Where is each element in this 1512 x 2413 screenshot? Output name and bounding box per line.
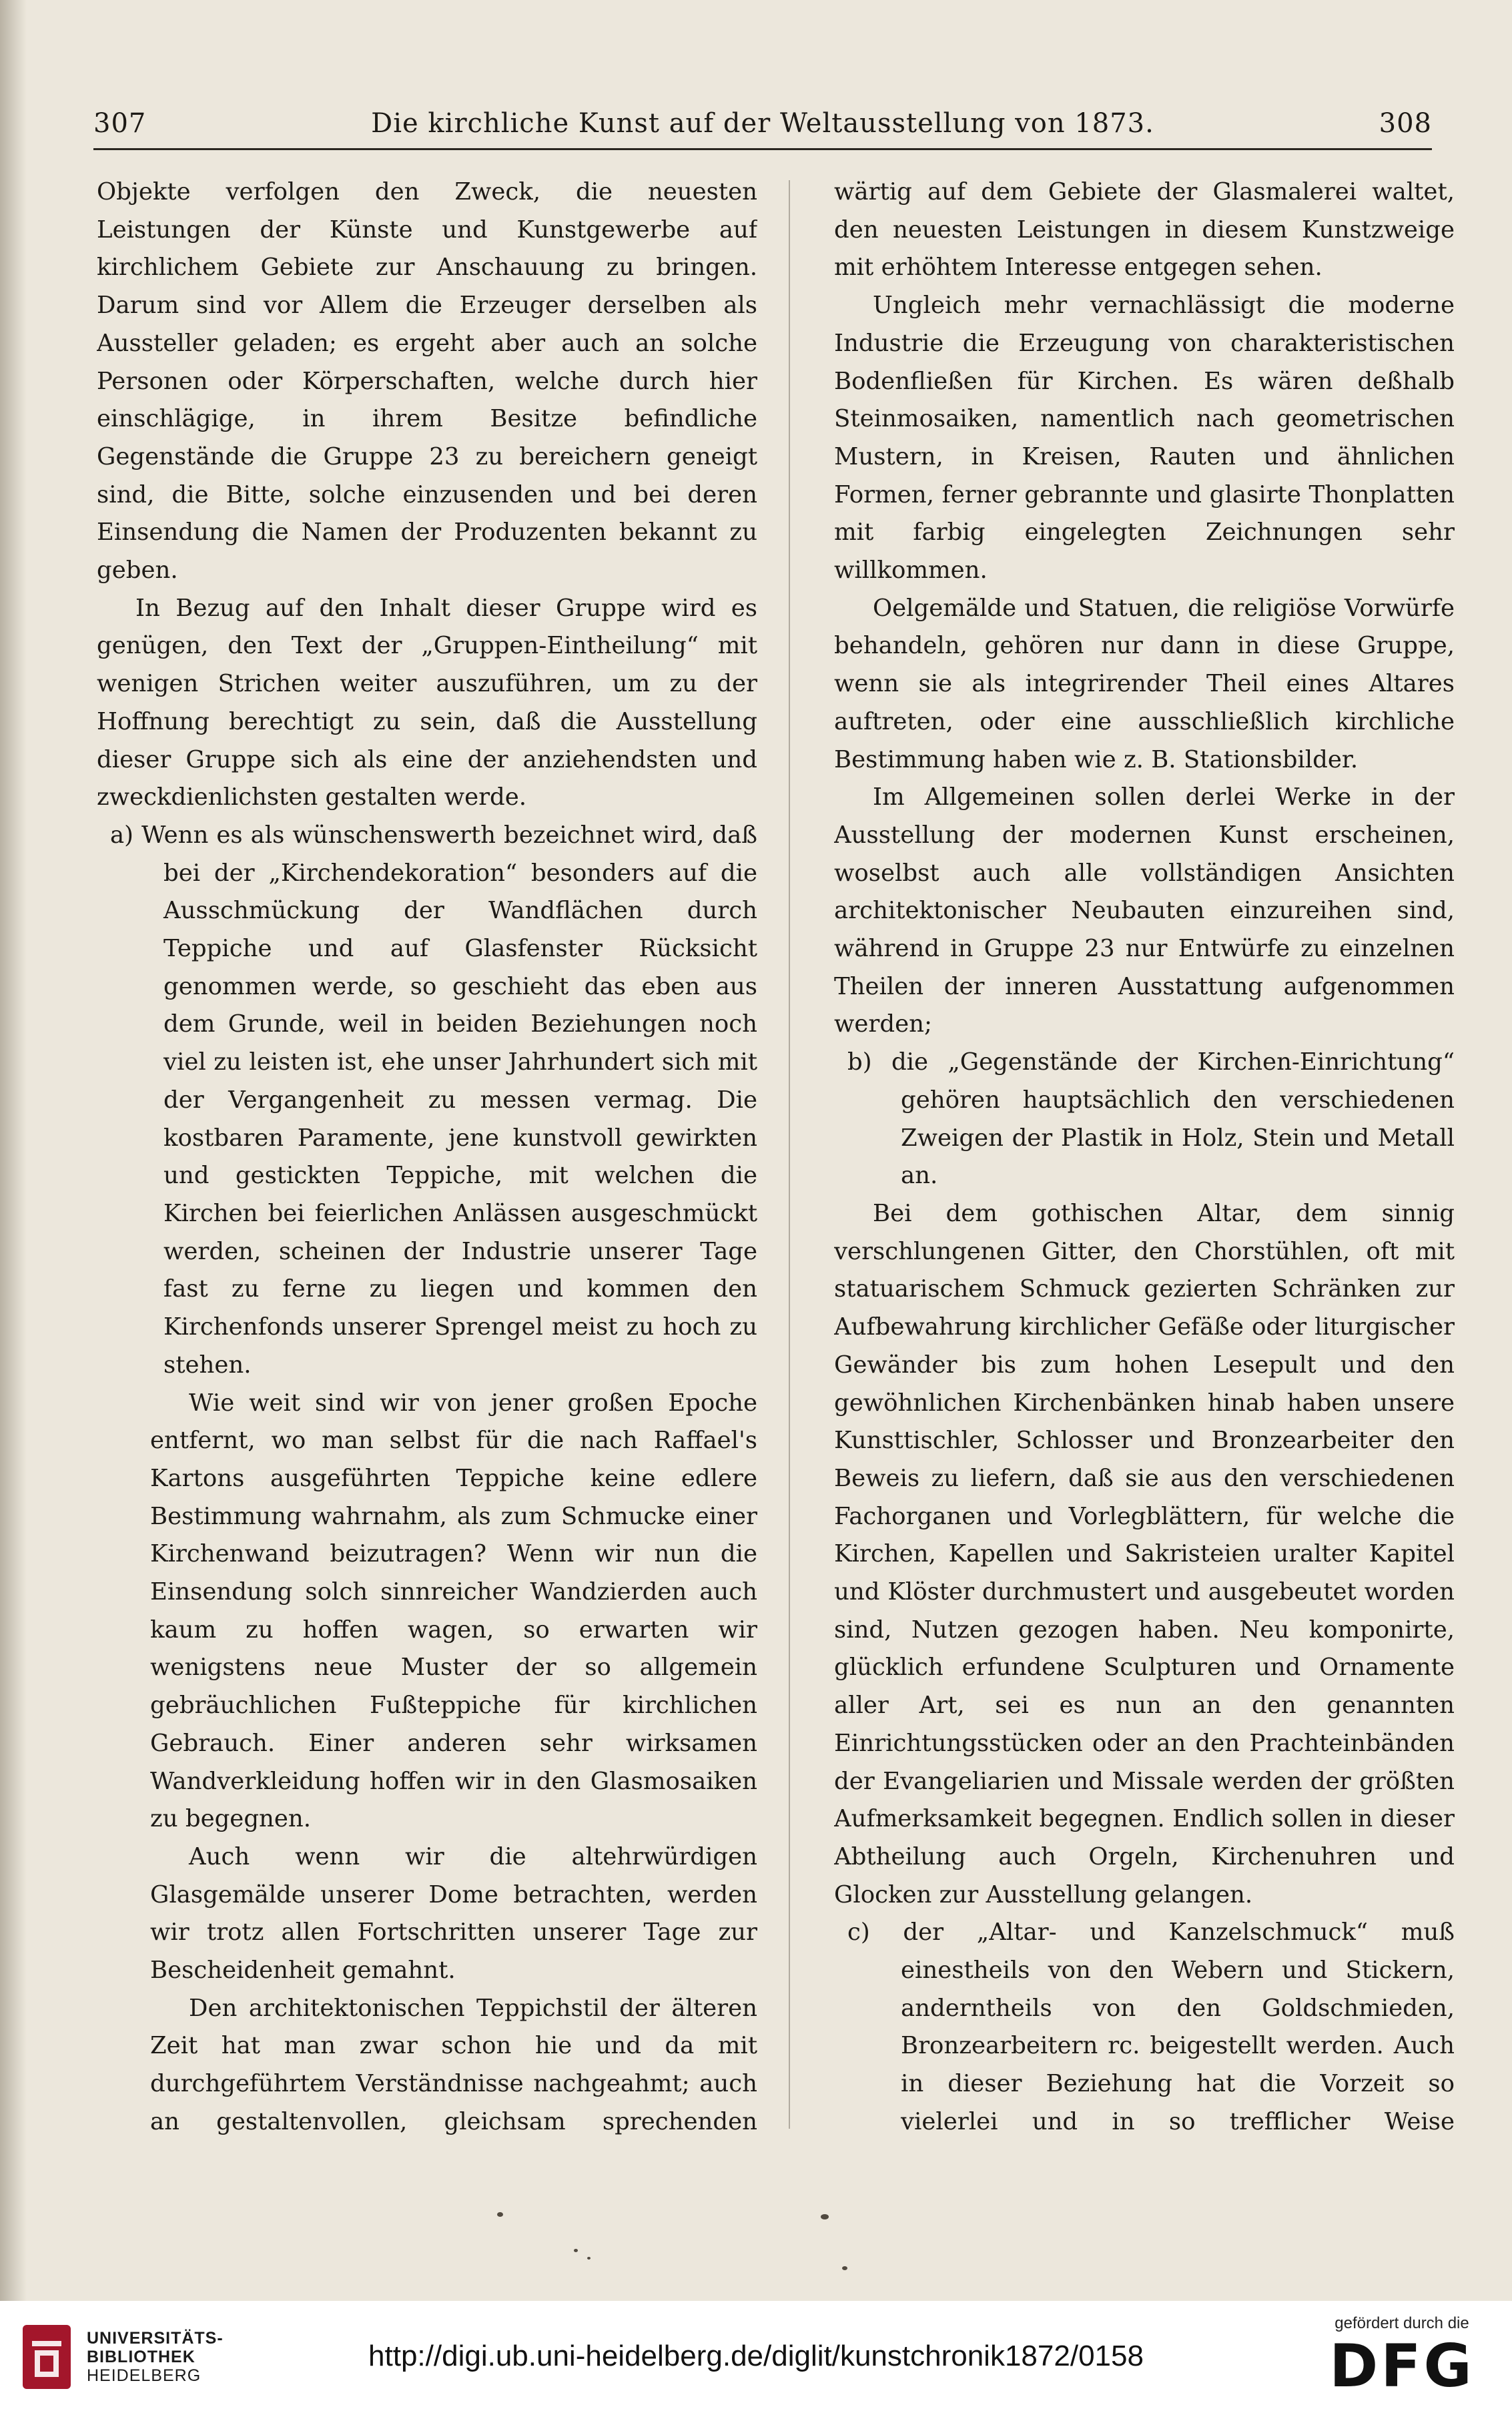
paragraph: Bei dem gothischen Altar, dem sinnig verschlungenen Gitter, den Chorstühlen, oft mit statuarischem Schmuck gezierten Schränken zur Aufbewahrung kirchlicher Gefäße oder liturgischer Gewänder bis zum hohen Lesepult und den gewöhnlichen Kirchenbänken hinab haben unsere Kunsttischler, Schlosser und Bronzearbeiter den Beweis zu liefern, daß sie aus den verschiedenen Fachorganen und Vorlegblättern, für welche die Kirchen, Kapellen und Sakristeien uralter Kapitel und Klöster durchmustert und ausgebeutet worden sind, Nutzen gezogen haben. Neu komponirte, glücklich erfundene Sculpturen und Ornamente aller Art, sei es nun an den genannten Einrichtungsstücken oder an den Prachteinbänden der Evangeliarien und Missale werden der größten Aufmerksamkeit begegnen. Endlich sollen in dieser Abtheilung auch Orgeln, Kirchenuhren und Glocken zur Ausstellung gelangen. — [834, 1199, 1455, 1909]
list-item-a: a) Wenn es als wünschenswerth bezeichnet wird, daß bei der „Kirchendekoration“ besonders auf die Ausschmückung der Wandflächen durch Teppiche und auf Glasfenster Rücksicht genommen werde, so geschieht das eben aus dem Grunde, weil in beiden Beziehungen noch viel zu leisten ist, ehe unser Jahrhundert sich mit der Vergangenheit zu messen vermag. Die kostbaren Paramente, jene kunstvoll gewirkten und gestickten Teppiche, mit welchen die Kirchen bei feierlichen Anlässen ausgeschmückt werden, scheinen der Industrie unserer Tage fast zu ferne zu liegen und kommen den Kirchenfonds unserer Sprengel meist zu hoch zu stehen. — [110, 821, 757, 1379]
paragraph: Objekte verfolgen den Zweck, die neuesten Leistungen der Künste und Kunstgewerbe auf kirchlichem Gebiete zur Anschauung zu bringen. Darum sind vor Allem die Erzeuger derselben als Aussteller geladen; es ergeht aber auch an solche Personen oder Körperschaften, welche durch hier einschlägige, in ihrem Besitze befindliche Gegenstände die Gruppe 23 zu bereichern geneigt sind, die Bitte, solche einzusenden und bei deren Einsendung die Namen der Produzenten bekannt zu geben. — [97, 178, 757, 585]
paragraph: Wie weit sind wir von jener großen Epoche entfernt, wo man selbst für die nach Raffael's Kartons ausgeführten Teppiche keine edlere Bestimmung wahrnahm, als zum Schmucke einer Kirchenwand beizutragen? Wenn wir nun die Einsendung solch sinnreicher Wandzierden auch kaum zu hoffen wagen, so erwarten wir wenigstens neue Muster der so allgemein gebräuchlichen Fußteppiche für kirchlichen Gebrauch. Einer anderen sehr wirksamen Wandverkleidung hoffen wir in den Glasmosaiken zu begegnen. — [150, 1389, 757, 1833]
binding-shadow — [0, 0, 27, 2301]
list-item-b: b) die „Gegenstände der Kirchen-Einrichtung“ gehören hauptsächlich den verschiedenen Zweigen der Plastik in Holz, Stein und Metall an. — [847, 1048, 1455, 1190]
right-column — [834, 174, 1455, 2135]
dfg-logo: DFG — [1329, 2332, 1475, 2400]
header-rule — [93, 148, 1432, 150]
right-page-number: 308 — [1379, 108, 1432, 139]
column-divider — [789, 180, 790, 2129]
paragraph: Im Allgemeinen sollen derlei Werke in der Ausstellung der modernen Kunst erscheinen, woselbst auch alle vollständigen Ansichten architektonischer Neubauten einzureihen sind, während in Gruppe 23 nur Entwürfe zu einzelnen Theilen der inneren Ausstattung aufgenommen werden; — [834, 783, 1455, 1038]
library-name: UNIVERSITÄTS- BIBLIOTHEK HEIDELBERG — [87, 2329, 224, 2385]
paragraph: Den architektonischen Teppichstil der älteren Zeit hat man zwar schon hie und da mit durchgeführtem Verständnisse nachgeahmt; auch an gestaltenvollen, gleichsam sprechenden — [150, 1994, 757, 2135]
paragraph: Auch wenn wir die altehrwürdigen Glasgemälde unserer Dome betrachten, werden wir trotz allen Fortschritten unserer Tage zur Bescheidenheit gemahnt. — [150, 1842, 757, 1985]
list-item-c: c) der „Altar- und Kanzelschmuck“ muß einestheils von den Webern und Stickern, anderntheils von den Goldschmieden, Bronzearbeitern rc. beigestellt werden. Auch in dieser Beziehung hat die Vorzeit so vielerlei und in so trefflicher Weise — [847, 1919, 1455, 2135]
source-url-link[interactable]: http://digi.ub.uni-heidelberg.de/diglit/kunstchronik1872/0158 — [368, 2340, 1144, 2372]
paragraph: wärtig auf dem Gebiete der Glasmalerei waltet, den neuesten Leistungen in diesem Kunstzweige mit erhöhtem Interesse entgegen sehen. — [834, 178, 1455, 282]
funding-credit — [1318, 2314, 1485, 2400]
left-column — [97, 174, 757, 2135]
paragraph: Ungleich mehr vernachlässigt die moderne Industrie die Erzeugung von charakteristischen Bodenfließen für Kirchen. Es wären deßhalb Steinmosaiken, namentlich nach geometrischen Mustern, in Kreisen, Rauten und ähnlichen Formen, ferner gebrannte und glasirte Thonplatten mit farbig eingelegten Zeichnungen sehr willkommen. — [834, 292, 1455, 585]
left-page-number: 307 — [93, 108, 147, 139]
paragraph: Oelgemälde und Statuen, die religiöse Vorwürfe behandeln, gehören nur dann in diese Gruppe, wenn sie als integrirender Theil eines Altares auftreten, oder eine ausschließlich kirchliche Bestimmung haben wie z. B. Stationsbilder. — [834, 594, 1455, 773]
digitization-footer — [0, 2301, 1512, 2413]
funding-label: gefördert durch die — [1335, 2314, 1469, 2332]
running-header — [93, 100, 1432, 147]
paper-specks — [0, 2135, 1512, 2296]
running-title: Die kirchliche Kunst auf der Weltausstellung von 1873. — [371, 108, 1154, 139]
paragraph: In Bezug auf den Inhalt dieser Gruppe wird es genügen, den Text der „Gruppen-Eintheilung“ mit wenigen Strichen weiter auszuführen, um zu der Hoffnung berechtigt zu sein, daß die Ausstellung dieser Gruppe sich als eine der anziehendsten und zweckdienlichsten gestalten werde. — [97, 594, 757, 811]
